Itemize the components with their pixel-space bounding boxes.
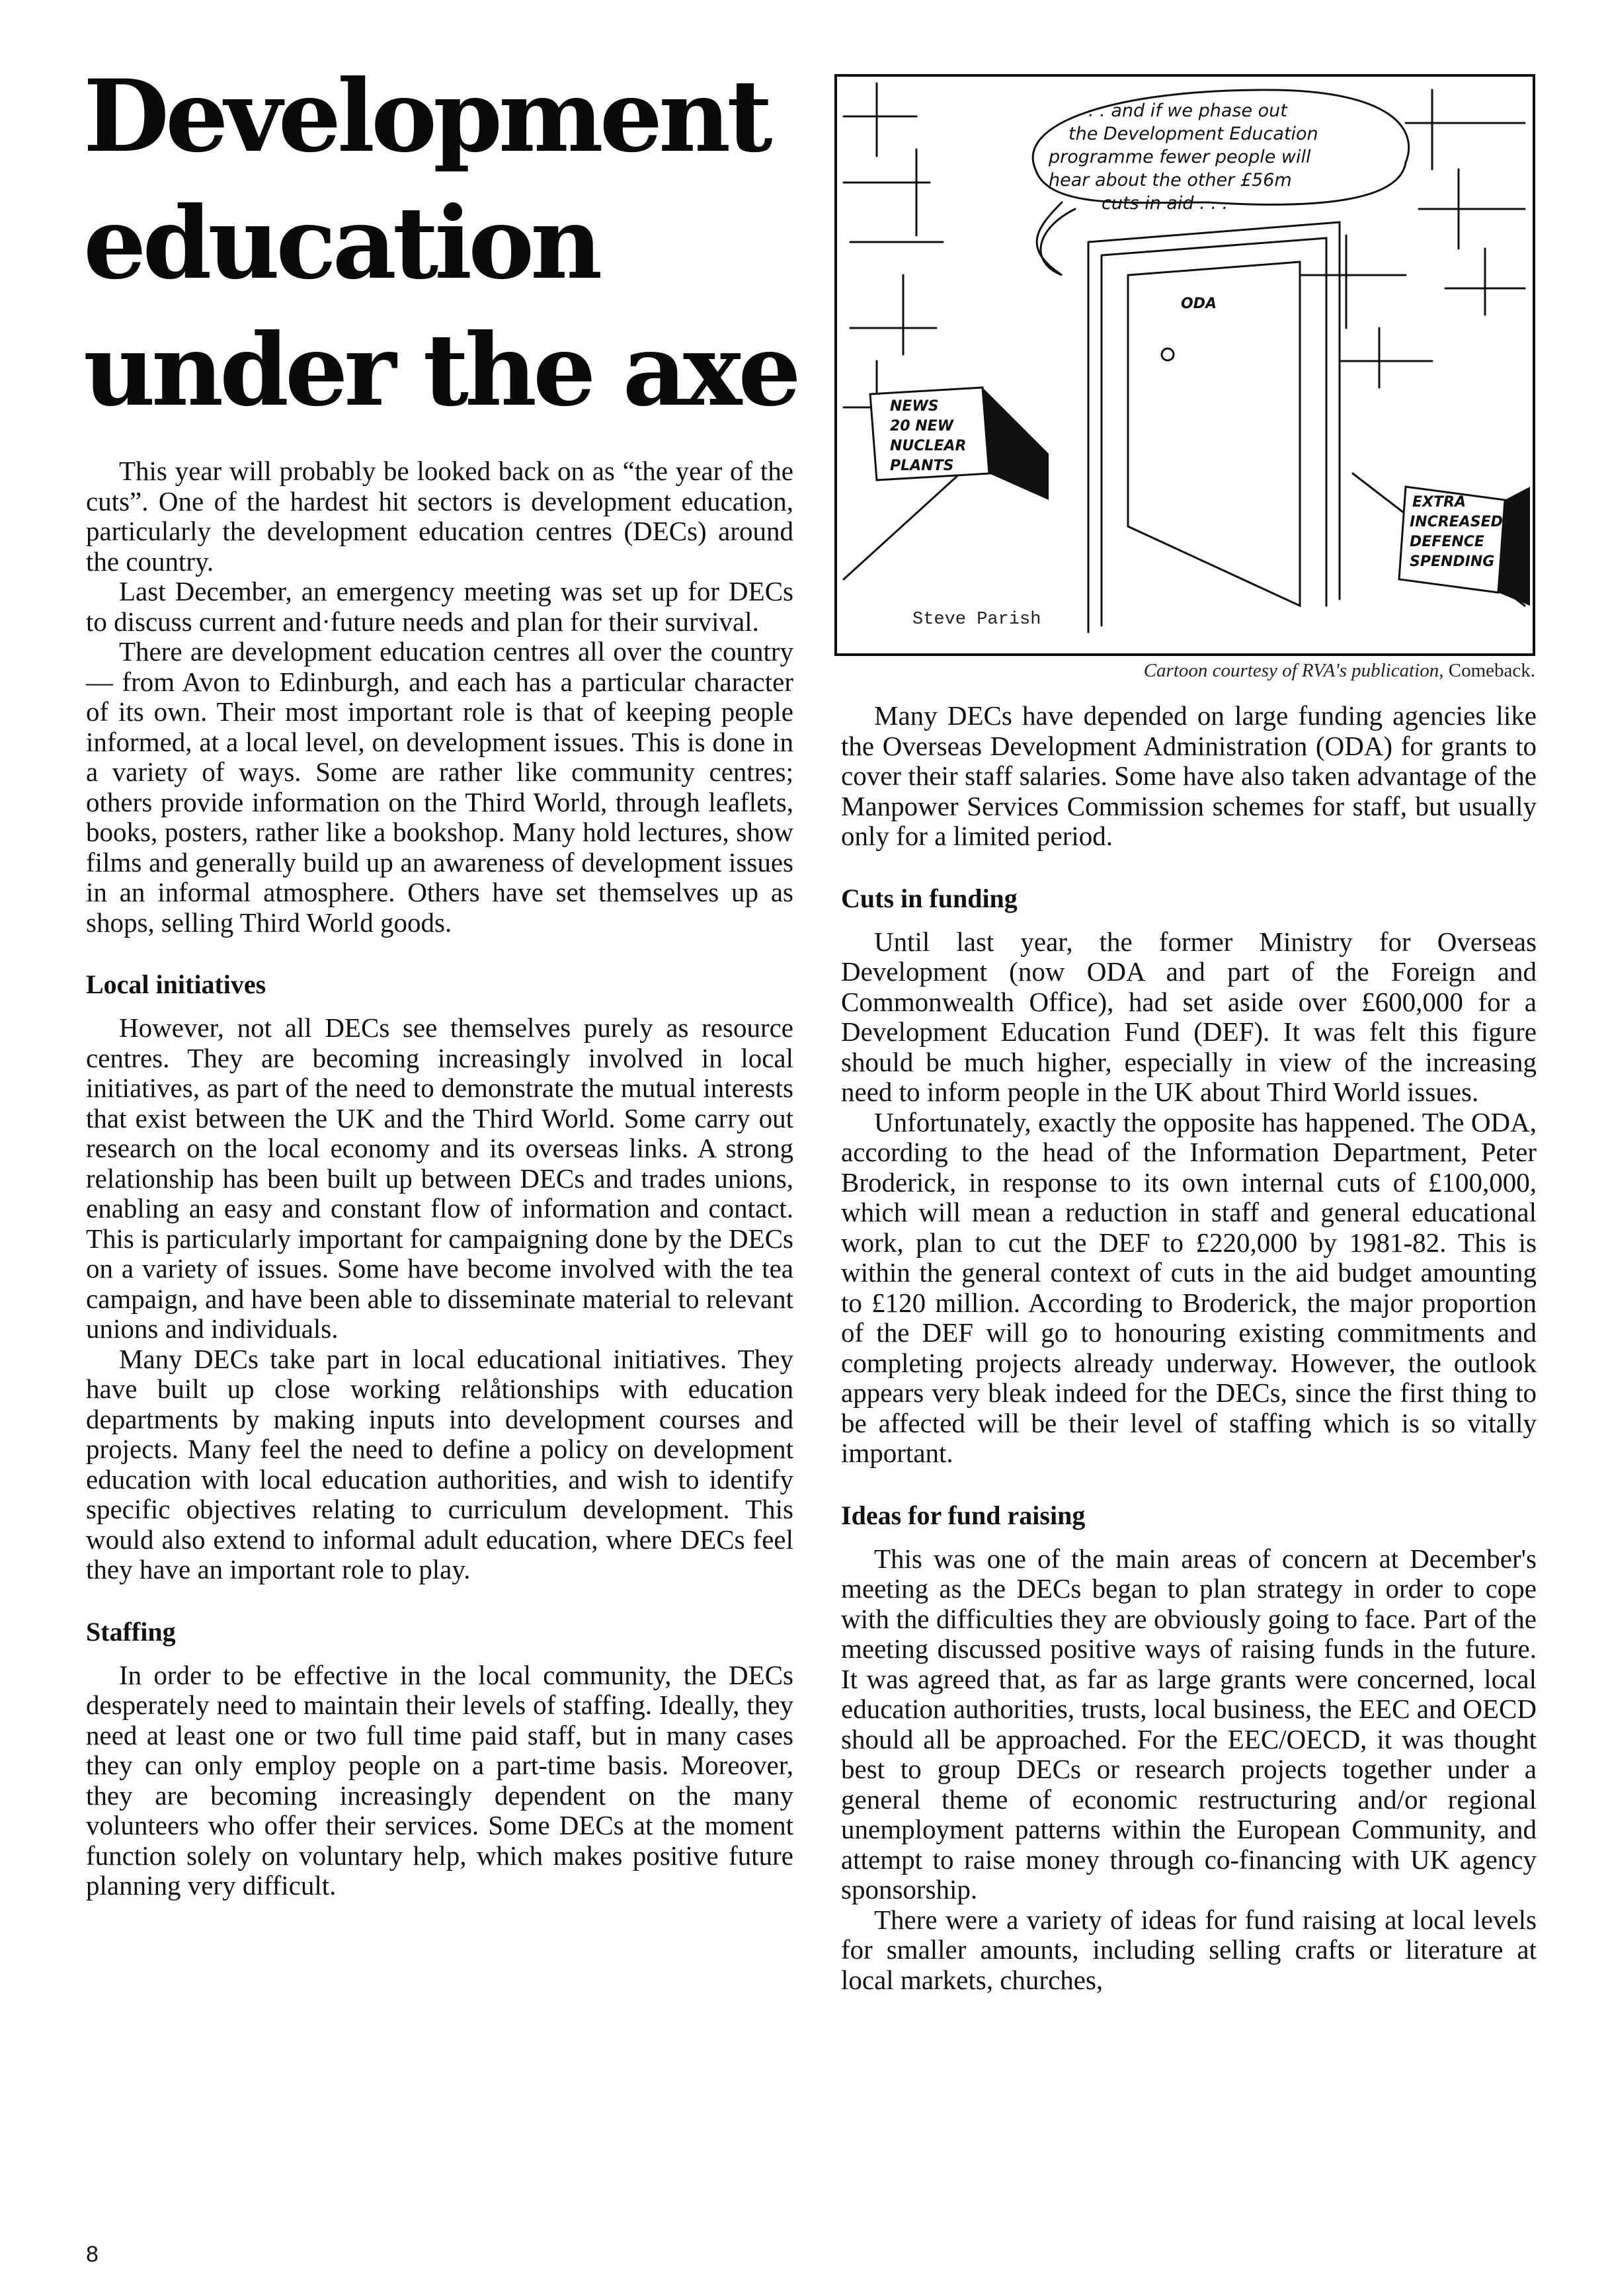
section-heading-cuts-in-funding: Cuts in funding bbox=[841, 883, 1018, 913]
section-heading-staffing: Staffing bbox=[86, 1616, 176, 1647]
door-sign: ODA bbox=[1181, 296, 1217, 312]
news-sign bbox=[870, 388, 1049, 500]
headline bbox=[83, 53, 811, 434]
cartoon-drawing bbox=[837, 77, 1533, 653]
cartoon-caption bbox=[834, 660, 1535, 682]
extra-sign-line-2: INCREASED bbox=[1410, 514, 1503, 530]
right-paragraph-3: Unfortunately, exactly the opposite has happened. The ODA, according to the head of the Information Department, Peter Broderick, in response to its own internal cuts of £100,000, which will mean a reduction in staff and general educational work, plan to cut the DEF to £220,000 by 1981-82. This is within the general context of cuts in the aid budget amounting to £120 million. According to Broderick, the major proportion of the DEF will go to honouring existing commitments and completing projects already underway. However, the outlook appears very bleak indeed for the DECs, since the first thing to be affected will be their level of staffing which is so vitally important. bbox=[841, 1106, 1537, 1468]
right-paragraph-4: This was one of the main areas of concern at December's meeting as the DECs began to plan strategy in order to cope with the difficulties they are obviously going to face. Part of the meeting discussed positive ways of raising funds in the future. It was agreed that, as far as large grants were concerned, local education authorities, trusts, local business, the EEC and OECD should all be approached. For the EEC/OECD, it was thought best to group DECs or research projects together under a general theme of economic restructuring and/or regional unemployment patterns within the European Community, and attempt to raise money through co-financing with UK agency sponsorship. bbox=[841, 1543, 1537, 1905]
news-sign-line-4: PLANTS bbox=[890, 458, 954, 474]
speech-line-4: hear about the other £56m bbox=[1049, 170, 1292, 190]
cartoon-illustration bbox=[834, 74, 1535, 656]
headline-line-2: education bbox=[83, 185, 599, 302]
extra-sign-line-3: DEFENCE bbox=[1410, 534, 1484, 550]
left-paragraph-6: In order to be effective in the local community, the DECs desperately need to maintain their levels of staffing. Ideally, they need at least one or two full time paid staff, but in many cases they can only employ people on a part-time basis. Moreover, they are becoming increasingly dependent on the many volunteers who offer their services. Some DECs at the moment function solely on voluntary help, which makes positive future planning very difficult. bbox=[86, 1659, 793, 1901]
right-paragraph-5: There were a variety of ideas for fund raising at local levels for smaller amounts, including selling crafts or literature at local markets, churches, bbox=[841, 1904, 1537, 1995]
right-column bbox=[841, 701, 1537, 1995]
cartoon-caption-title: Comeback. bbox=[1448, 660, 1535, 681]
speech-line-5: cuts in aid . . . bbox=[1102, 193, 1228, 214]
extra-sign bbox=[1399, 487, 1530, 606]
section-heading-local-initiatives: Local initiatives bbox=[86, 969, 266, 999]
cartoon-caption-prefix: Cartoon courtesy of RVA's publication, bbox=[1143, 660, 1444, 681]
news-sign-line-3: NUCLEAR bbox=[890, 438, 967, 454]
right-paragraph-2: Until last year, the former Ministry for Overseas Development (now ODA and part of the Foreign and Commonwealth Office), had set aside over £600,000 for a Development Education Fund (DEF). It was felt this figure should be much higher, especially in view of the increasing need to inform people in the UK about Third World issues. bbox=[841, 926, 1537, 1107]
headline-line-1: Development bbox=[83, 58, 769, 175]
speech-line-3: programme fewer people will bbox=[1049, 147, 1311, 167]
page-number: 8 bbox=[86, 2242, 99, 2267]
left-paragraph-5: Many DECs take part in local educational initiatives. They have built up close working relåtionships with education departments by making inputs into development courses and projects. Many feel the need to define a policy on development education with local education authorities, and wish to identify specific objectives relating to curriculum development. This would also extend to informal adult education, where DECs feel they have an important role to play. bbox=[86, 1343, 793, 1584]
cartoon-artist-credit: Steve Parish bbox=[912, 610, 1041, 630]
news-sign-line-1: NEWS bbox=[890, 398, 939, 415]
section-heading-ideas-for-fund-raising: Ideas for fund raising bbox=[841, 1500, 1086, 1530]
extra-sign-line-1: EXTRA bbox=[1412, 494, 1466, 511]
left-column bbox=[86, 456, 793, 1901]
left-paragraph-4: However, not all DECs see themselves purely as resource centres. They are becoming increasingly involved in local initiatives, as part of the need to demonstrate the mutual interests that exist between the UK and the Third World. Some carry out research on the local economy and its overseas links. A strong relationship has been built up between DECs and trades unions, enabling an easy and constant flow of information and contact. This is particularly important for campaigning done by the DECs on a variety of issues. Some have become involved with the tea campaign, and have been able to disseminate material to relevant unions and individuals. bbox=[86, 1012, 793, 1344]
speech-line-1: . . and if we phase out bbox=[1088, 101, 1287, 121]
left-paragraph-1: This year will probably be looked back on as “the year of the cuts”. One of the hardest hit sectors is development education, particularly the development education centres (DECs) around the country. bbox=[86, 456, 793, 577]
speech-line-2: the Development Education bbox=[1068, 124, 1318, 144]
left-paragraph-2: Last December, an emergency meeting was set up for DECs to discuss current and·future needs and plan for their survival. bbox=[86, 576, 793, 637]
extra-sign-line-4: SPENDING bbox=[1410, 554, 1495, 570]
left-paragraph-3: There are development education centres all over the country — from Avon to Edinburgh, and each has a particular character of its own. Their most important role is that of keeping people informed, at a local level, on development issues. This is done in a variety of ways. Some are rather like community centres; others provide information on the Third World, through leaflets, books, posters, rather like a bookshop. Many hold lectures, show films and generally build up an awareness of development issues in an informal atmosphere. Others have set themselves up as shops, selling Third World goods. bbox=[86, 636, 793, 938]
news-sign-line-2: 20 NEW bbox=[890, 418, 953, 434]
right-paragraph-1: Many DECs have depended on large funding agencies like the Overseas Development Administration (ODA) for grants to cover their staff salaries. Some have also taken advantage of the Manpower Services Commission schemes for staff, but usually only for a limited period. bbox=[841, 700, 1537, 851]
headline-line-3: under the axe bbox=[83, 312, 797, 429]
